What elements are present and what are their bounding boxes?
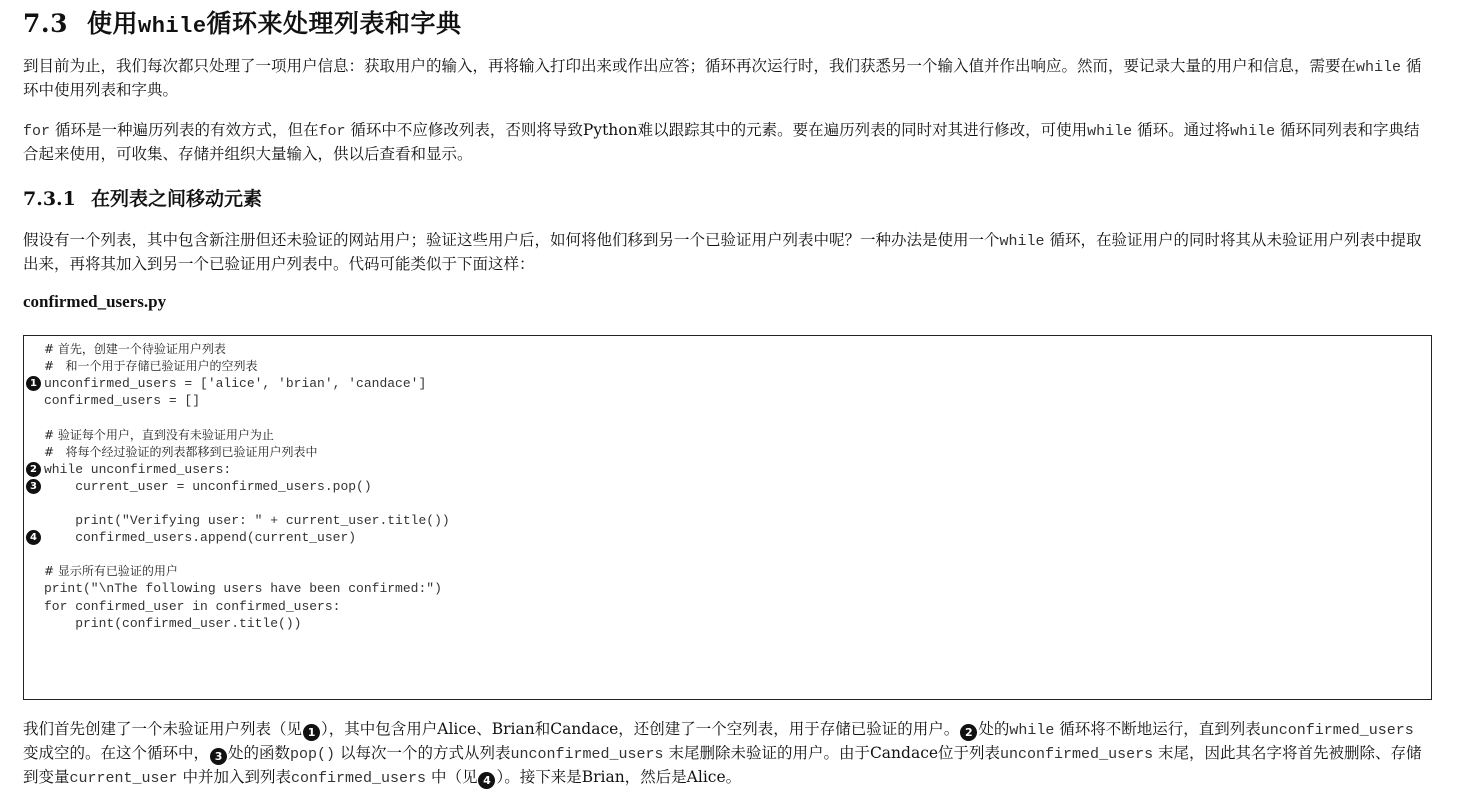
code-listing [23,335,1432,700]
code-text: print("\nThe following users have been confirmed:") [44,581,442,597]
p4-text: 中并加入到列表 [177,768,291,786]
code-text: for confirmed_user in confirmed_users: [44,598,341,614]
p4-text: 循环将不断地运行，直到列表 [1054,720,1261,738]
p4-text: 末尾，因此其名字将首先被删除、存储到变量 [23,744,1422,786]
code-text: while unconfirmed_users: [44,461,232,477]
inline-code: for [23,123,51,140]
code-line [24,495,1424,512]
inline-code: confirmed_users [290,770,427,787]
p3-text-b: 循环，在验证用户的同时将其从未验证用户列表中提取出来，再将其加入到另一个已验证用户列表中。代码可能类似于下面这样： [23,231,1422,273]
code-marker-3-icon: 3 [26,479,41,494]
intro-paragraph-2 [23,119,1433,166]
code-text: print(confirmed_user.title()) [44,615,302,631]
marker-2-icon: 2 [960,724,977,741]
code-marker-1-icon: 1 [26,376,41,391]
inline-code: unconfirmed_users [1260,722,1414,739]
p4-text: 以每次一个的方式从列表 [335,744,511,762]
inline-code: while [1356,59,1402,76]
inline-code: unconfirmed_users [1000,746,1154,763]
code-text: current_user = unconfirmed_users.pop() [44,478,372,494]
code-text: unconfirmed_users = ['alice', 'brian', 'candace'] [44,376,427,392]
code-line [24,615,1424,632]
p4-text: 处的函数 [228,744,291,762]
p4-text: 我们首先创建了一个未验证用户列表（见 [23,720,303,738]
intro-p1-text-a: 到目前为止，我们每次都只处理了一项用户信息：获取用户的输入，再将输入打印出来或作出应答；循环再次运行时，我们获悉另一个输入值并作出响应。然而，要记录大量的用户和信息，需要在 [23,57,1357,75]
section-heading [23,4,462,40]
code-line [24,392,1424,409]
intro-p1-text-b: 循环中使用列表和字典。 [23,57,1422,99]
code-comment: # 验证每个用户，直到没有未验证用户为止 [44,427,274,442]
p4-text: 变成空的。在这个循环中， [23,744,210,762]
code-filename: confirmed_users.py [23,292,167,311]
code-line [24,512,1424,529]
subsection-number: 7.3.1 [23,188,76,210]
code-comment: # 将每个经过验证的列表都移到已验证用户列表中 [44,444,318,459]
code-line [24,358,1424,375]
code-marker-4-icon: 4 [26,530,41,545]
code-line [24,563,1424,580]
subsection-title: 在列表之间移动元素 [91,188,263,210]
body-paragraph-3 [23,229,1433,276]
code-text: confirmed_users = [] [44,393,201,409]
code-line [24,461,1424,478]
code-marker-2-icon: 2 [26,462,41,477]
inline-code: while [1009,722,1055,739]
code-comment: # 和一个用于存储已验证用户的空列表 [44,359,258,374]
section-number: 7.3 [23,9,68,38]
inline-code: while [1087,123,1133,140]
p4-text: ）。接下来是Brian，然后是Alice。 [496,768,742,786]
section-title-code: while [138,14,207,39]
section-title-prefix: 使用 [87,9,139,38]
intro-p2-text-c: 循环。通过将 [1132,121,1231,139]
inline-code: for [318,123,346,140]
marker-4-icon: 4 [478,772,495,789]
code-line [24,409,1424,426]
body-paragraph-4 [23,718,1433,790]
marker-3-icon: 3 [210,748,227,765]
intro-p2-text-a: 循环是一种遍历列表的有效方式，但在 [50,121,319,139]
intro-p2-text-d: 循环同列表和字典结合起来使用，可收集、存储并组织大量输入，供以后查看和显示。 [23,121,1420,163]
inline-code: while [999,233,1045,250]
inline-code: while [1230,123,1276,140]
code-line [24,375,1424,392]
code-text: confirmed_users.append(current_user) [44,530,357,546]
inline-code: current_user [69,770,178,787]
intro-p2-text-b: 循环中不应修改列表，否则将导致Python难以跟踪其中的元素。要在遍历列表的同时对其进行修改，可使用 [345,121,1088,139]
p4-text: 末尾删除未验证的用户。由于Candace位于列表 [663,744,1001,762]
p3-text-a: 假设有一个列表，其中包含新注册但还未验证的网站用户；验证这些用户后，如何将他们移到另一个已验证用户列表中呢？一种办法是使用一个 [23,231,1000,249]
code-comment: # 显示所有已验证的用户 [44,564,178,579]
code-line [24,427,1424,444]
section-title-suffix: 循环来处理列表和字典 [206,9,462,38]
code-line [24,478,1424,495]
marker-1-icon: 1 [303,724,320,741]
code-line [24,580,1424,597]
code-line [24,341,1424,358]
intro-paragraph-1 [23,55,1433,102]
subsection-heading [23,184,262,211]
inline-code: pop() [290,746,336,763]
p4-text: 中（见 [426,768,478,786]
p4-text: 处的 [978,720,1010,738]
code-line [24,444,1424,461]
code-comment: # 首先，创建一个待验证用户列表 [44,342,226,356]
p4-text: ），其中包含用户Alice、Brian和Candace，还创建了一个空列表，用于存储已验证的用户。 [321,720,960,738]
code-text: print("Verifying user: " + current_user.title()) [44,513,450,528]
code-line [24,529,1424,546]
code-line [24,546,1424,563]
inline-code: unconfirmed_users [510,746,664,763]
code-line [24,598,1424,615]
